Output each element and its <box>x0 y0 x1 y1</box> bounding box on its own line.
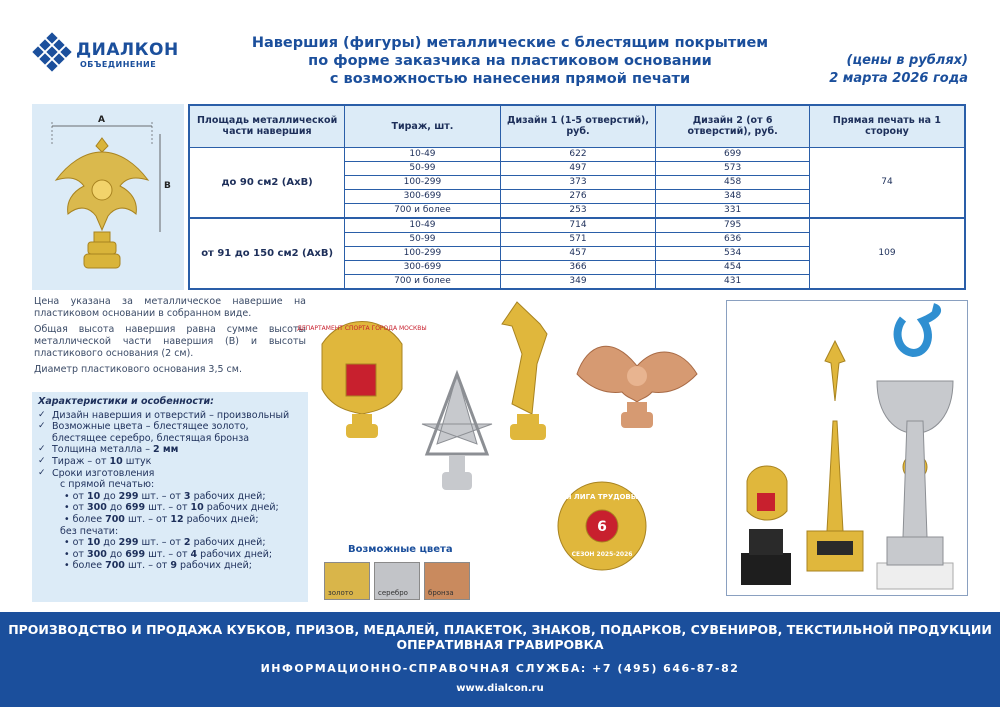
design1-cell: 622 <box>500 147 656 161</box>
design2-cell: 348 <box>656 189 810 203</box>
term-row: • более 700 шт. – от 9 рабочих дней; <box>64 560 252 572</box>
qty-cell: 300-699 <box>345 260 501 274</box>
design1-cell: 373 <box>500 175 656 189</box>
design1-cell: 497 <box>500 161 656 175</box>
qty-cell: 50-99 <box>345 161 501 175</box>
feature-colors-cont: блестящее серебро, блестящая бронза <box>52 432 250 444</box>
swatch-gold: золото <box>324 562 370 600</box>
features-box <box>32 392 308 602</box>
note-price: Цена указана за металлическое навершие на пластиковом основании в собранном виде. <box>34 296 306 319</box>
design2-cell: 795 <box>656 218 810 233</box>
logo-mark-icon <box>30 32 74 76</box>
price-date: 2 марта 2026 года <box>829 71 968 86</box>
design2-cell: 458 <box>656 175 810 189</box>
design2-cell: 331 <box>656 203 810 218</box>
title-line-1: Навершия (фигуры) металлические с блестящим покрытием <box>251 35 769 51</box>
qty-cell: 100-299 <box>345 246 501 260</box>
silver-star-finial-icon <box>422 374 492 490</box>
trophies-photo <box>726 300 968 596</box>
dimension-b-label: B <box>164 181 171 191</box>
terms-with-print: с прямой печатью: <box>60 479 155 491</box>
footer-phone[interactable]: ИНФОРМАЦИОННО-СПРАВОЧНАЯ СЛУЖБА: +7 (495) 646-87-82 <box>260 662 740 675</box>
table-row <box>189 147 965 161</box>
group-area: до 90 см2 (АхВ) <box>189 147 345 218</box>
feature-colors: ✓ Возможные цвета – блестящее золото, <box>38 421 302 433</box>
note-diameter: Диаметр пластикового основания 3,5 см. <box>34 364 242 375</box>
dimension-a-label: A <box>98 115 105 125</box>
qty-cell: 100-299 <box>345 175 501 189</box>
header-design-1: Дизайн 1 (1-5 отверстий), руб. <box>500 105 656 147</box>
badge-text: ДЕПАРТАМЕНТ СПОРТА ГОРОДА МОСКВЫ <box>297 325 427 332</box>
header-quantity: Тираж, шт. <box>345 105 501 147</box>
design1-cell: 457 <box>500 246 656 260</box>
trophies-icon <box>727 301 967 595</box>
design1-cell: 571 <box>500 232 656 246</box>
design2-cell: 699 <box>656 147 810 161</box>
feature-terms: ✓ Сроки изготовления <box>38 468 302 480</box>
footer <box>0 612 1000 707</box>
swatch-bronze: бронза <box>424 562 470 600</box>
qty-cell: 10-49 <box>345 218 501 233</box>
qty-cell: 50-99 <box>345 232 501 246</box>
design2-cell: 431 <box>656 274 810 289</box>
feature-thickness: ✓ Толщина металла – 2 мм <box>38 444 302 456</box>
eagle-finial-icon <box>32 104 184 290</box>
bronze-wings-finial-icon <box>577 346 697 428</box>
company-logo <box>30 32 179 82</box>
term-row: • от 10 до 299 шт. – от 3 рабочих дней; <box>64 490 266 502</box>
logo-subtitle: ОБЪЕДИНЕНИЕ <box>80 60 157 69</box>
qty-cell: 700 и более <box>345 274 501 289</box>
term-row: • от 10 до 299 шт. – от 2 рабочих дней; <box>64 537 266 549</box>
price-note <box>829 52 968 88</box>
title-line-3: с возможностью нанесения прямой печати <box>329 71 691 87</box>
hockey-season: СЕЗОН 2025-2026 <box>571 551 633 558</box>
notes <box>34 296 306 380</box>
qty-cell: 300-699 <box>345 189 501 203</box>
design2-cell: 454 <box>656 260 810 274</box>
hockey-title: ХОККЕЙНАЯ ЛИГА ТРУДОВЫЕ РЕЗЕРВЫ <box>521 493 683 501</box>
term-row: • более 700 шт. – от 12 рабочих дней; <box>64 513 259 525</box>
term-row: • от 300 до 699 шт. – от 4 рабочих дней; <box>64 548 273 560</box>
print-price: 109 <box>809 218 965 289</box>
hero-dimension-illustration <box>32 104 184 290</box>
design2-cell: 636 <box>656 232 810 246</box>
hockey-league-finial-icon <box>521 482 682 570</box>
hockey-number: 6 <box>597 519 607 535</box>
price-currency-note: (цены в рублях) <box>846 53 968 68</box>
design2-cell: 573 <box>656 161 810 175</box>
colors-label: Возможные цвета <box>348 544 453 555</box>
header-print: Прямая печать на 1 сторону <box>809 105 965 147</box>
feature-design: ✓ Дизайн навершия и отверстий – произвольный <box>38 410 302 422</box>
page-title <box>240 34 780 88</box>
header-area: Площадь металлической части навершия <box>189 105 345 147</box>
moscow-sport-finial-icon <box>297 322 426 439</box>
terms-no-print: без печати: <box>60 525 119 537</box>
swatch-silver: серебро <box>374 562 420 600</box>
print-price: 74 <box>809 147 965 218</box>
design1-cell: 276 <box>500 189 656 203</box>
qty-cell: 10-49 <box>345 147 501 161</box>
design1-cell: 714 <box>500 218 656 233</box>
qty-cell: 700 и более <box>345 203 501 218</box>
header-design-2: Дизайн 2 (от 6 отверстий), руб. <box>656 105 810 147</box>
group-area: от 91 до 150 см2 (АхВ) <box>189 218 345 289</box>
design1-cell: 366 <box>500 260 656 274</box>
logo-title: ДИАЛКОН <box>76 40 179 60</box>
motherland-finial-icon <box>502 302 547 440</box>
features-heading: Характеристики и особенности: <box>38 396 214 407</box>
feature-run: ✓ Тираж – от 10 штук <box>38 456 302 468</box>
price-table <box>188 104 966 290</box>
title-line-2: по форме заказчика на пластиковом основании <box>308 53 712 69</box>
note-height: Общая высота навершия равна сумме высоты металлической части навершия (В) и высоты пластикового основания (2 см). <box>34 324 306 359</box>
table-row <box>189 218 965 233</box>
design1-cell: 349 <box>500 274 656 289</box>
footer-engraving: ОПЕРАТИВНАЯ ГРАВИРОВКА <box>396 637 604 652</box>
design2-cell: 534 <box>656 246 810 260</box>
design1-cell: 253 <box>500 203 656 218</box>
term-row: • от 300 до 699 шт. – от 10 рабочих дней; <box>64 502 279 514</box>
footer-website-link[interactable]: www.dialcon.ru <box>456 683 544 694</box>
footer-services: ПРОИЗВОДСТВО И ПРОДАЖА КУБКОВ, ПРИЗОВ, МЕДАЛЕЙ, ПЛАКЕТОК, ЗНАКОВ, ПОДАРКОВ, СУВЕНИРОВ, ТЕКСТИЛЬНОЙ ПРОДУКЦИИ <box>8 622 992 637</box>
